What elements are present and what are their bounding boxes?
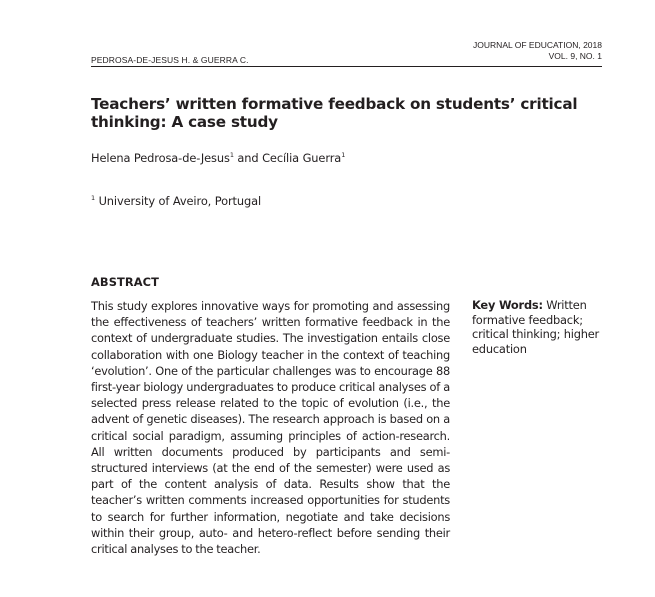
- keywords-label: Key Words:: [472, 298, 543, 312]
- affiliation-text: University of Aveiro, Portugal: [95, 194, 262, 208]
- keywords: [472, 298, 602, 356]
- abstract-body: This study explores innovative ways for promoting and assessing the effectiveness of teachers’ written formative feedback in the context of undergraduate studies. The investigation entails close collaboration with one Biology teacher in the context of teaching ‘evolution’. One of the particular challenges was to encourage 88 first-year biology undergraduates to produce critical analyses of a selected press release related to the topic of evolution (i.e., the advent of genetic diseases). The research approach is based on a critical social paradigm, assuming principles of action-research. All written documents produced by participants and semi-structured interviews (at the end of the semester) were used as part of the content analysis of data. Results show that the teacher’s written comments increased opportunities for students to search for further information, negotiate and take decisions within their group, auto- and hetero-reflect before sending their critical analyses to the teacher.: [91, 299, 450, 557]
- affiliation: [91, 194, 261, 208]
- author-separator: and: [233, 151, 263, 165]
- header-rule: [91, 66, 602, 67]
- journal-name: JOURNAL OF EDUCATION, 2018: [473, 40, 602, 50]
- author-name: Helena Pedrosa-de-Jesus: [91, 151, 230, 165]
- affiliation-mark: 1: [341, 151, 346, 159]
- affiliation-mark: 1: [91, 194, 96, 202]
- author-list: [91, 151, 345, 165]
- affiliation-mark: 1: [229, 151, 234, 159]
- paper-title: Teachers’ written formative feedback on students’ critical thinking: A case study: [91, 95, 578, 131]
- keywords-text: Written formative feedback; critical thinking; higher education: [472, 298, 603, 356]
- abstract-heading: ABSTRACT: [91, 275, 159, 289]
- journal-info: [473, 40, 602, 62]
- running-head: PEDROSA-DE-JESUS H. & GUERRA C.: [91, 55, 249, 65]
- author-name: Cecília Guerra: [262, 151, 342, 165]
- journal-volume: VOL. 9, NO. 1: [548, 51, 602, 61]
